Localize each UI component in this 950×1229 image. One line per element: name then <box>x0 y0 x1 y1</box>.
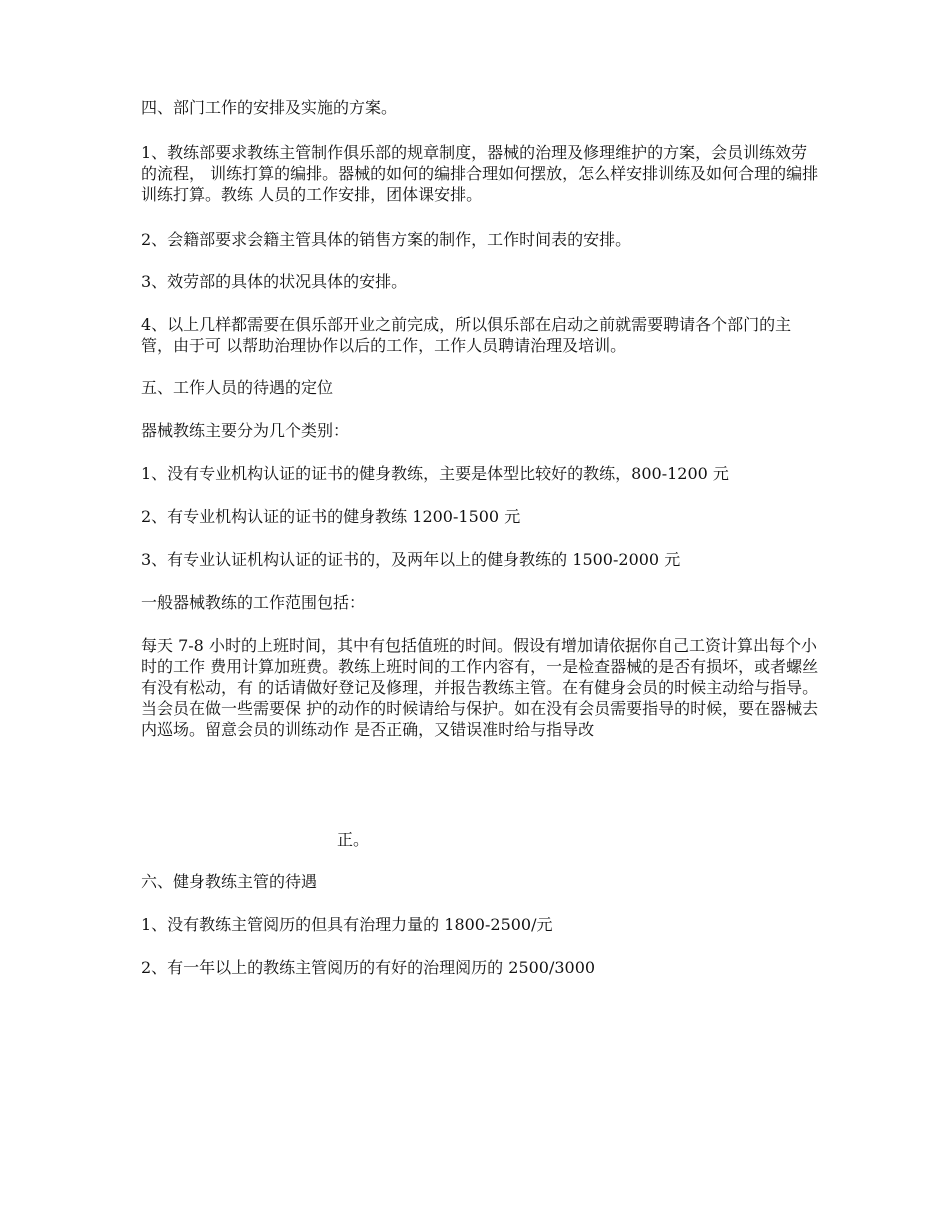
section4-paragraph-2: 2、会籍部要求会籍主管具体的销售方案的制作，工作时间表的安排。 <box>141 230 632 249</box>
section6-item-2: 2、有一年以上的教练主管阅历的有好的治理阅历的 2500/3000 <box>141 958 596 977</box>
section4-paragraph-1: 1、教练部要求教练主管制作俱乐部的规章制度，器械的治理及修理维护的方案，会员训练效劳的流程， 训练打算的编排。器械的如何的编排合理如何摆放，怎么样安排训练及如何合理的编排训练打算。教练 人员的工作安排，团体课安排。 <box>141 143 819 204</box>
section4-paragraph-4: 4、以上几样都需要在俱乐部开业之前完成，所以俱乐部在启动之前就需要聘请各个部门的主管，由于可 以帮助治理协作以后的工作，工作人员聘请治理及培训。 <box>141 315 792 355</box>
section5-item-1: 1、没有专业机构认证的证书的健身教练，主要是体型比较好的教练，800-1200 元 <box>141 464 729 483</box>
section5-item-2: 2、有专业机构认证的证书的健身教练 1200-1500 元 <box>141 507 521 526</box>
section6-title: 六、健身教练主管的待遇 <box>141 872 318 891</box>
section5-scope-body: 每天 7-8 小时的上班时间，其中有包括值班的时间。假设有增加请依据你自己工资计算出每个小时的工作 费用计算加班费。教练上班时间的工作内容有，一是检查器械的是否有损坏，或者螺丝有没有松动，有 的话请做好登记及修理，并报告教练主管。在有健身会员的时候主动给与指导。当会员在做一些需要保 护的动作的时候请给与保护。如在没有会员需要指导的时候，要在器械去内巡场。留意会员的训练动作 是否正确，又错误准时给与指导改 <box>141 636 819 739</box>
section5-item-3: 3、有专业认证机构认证的证书的，及两年以上的健身教练的 1500-2000 元 <box>141 550 681 569</box>
section4-paragraph-3: 3、效劳部的具体的状况具体的安排。 <box>141 272 408 291</box>
section5-title: 五、工作人员的待遇的定位 <box>141 378 334 397</box>
section4-title: 四、部门工作的安排及实施的方案。 <box>141 98 398 117</box>
section5-intro: 器械教练主要分为几个类别： <box>141 421 350 440</box>
section5-scope-title: 一般器械教练的工作范围包括： <box>141 593 366 612</box>
section6-item-1: 1、没有教练主管阅历的但具有治理力量的 1800-2500/元 <box>141 915 553 934</box>
section5-scope-tail: 正。 <box>337 830 370 849</box>
